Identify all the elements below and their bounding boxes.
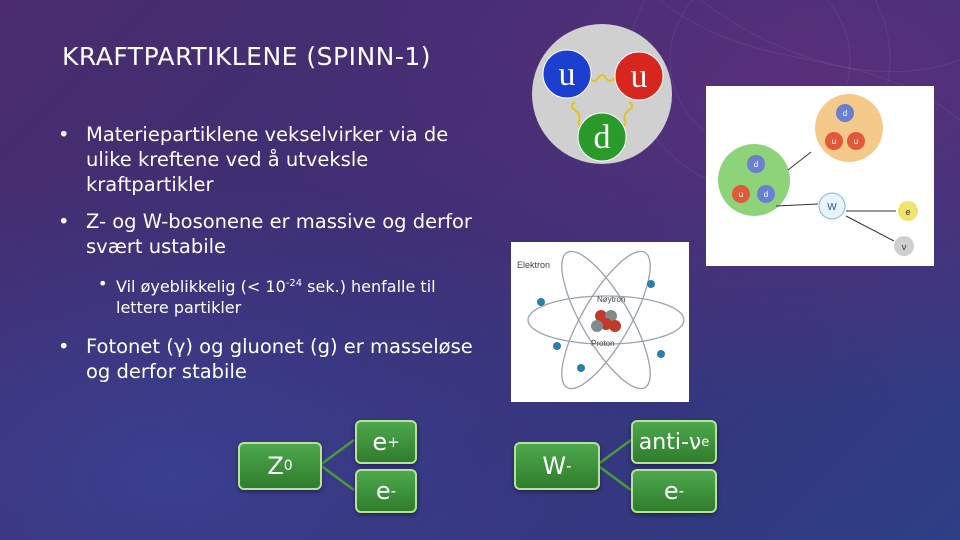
positron-box bbox=[355, 420, 417, 464]
quark-u-label: u bbox=[558, 56, 576, 93]
electron-box bbox=[355, 469, 417, 513]
positron-charge: + bbox=[387, 433, 400, 451]
electron-charge: - bbox=[678, 482, 685, 500]
w-boson-label: W bbox=[827, 202, 837, 213]
w-boson-label: W bbox=[542, 452, 567, 480]
z-boson-charge: 0 bbox=[283, 458, 293, 474]
bullet-text: Z- og W-bosonene er massive og derfor svært ustabile bbox=[86, 210, 472, 258]
proton-caption: Proton bbox=[591, 339, 615, 348]
antineutrino-box bbox=[631, 420, 717, 464]
electron-caption: Elektron bbox=[517, 260, 551, 270]
electron-label: e bbox=[663, 477, 679, 505]
lepton-label: ν bbox=[901, 242, 907, 252]
quark-label: d bbox=[842, 109, 848, 118]
neutron-caption: Nøytron bbox=[597, 295, 626, 304]
quark-label: d bbox=[753, 160, 759, 169]
quark-label: u bbox=[831, 137, 837, 146]
electron-label: e bbox=[375, 477, 391, 505]
quark-label: d bbox=[763, 190, 769, 199]
slide-title: KRAFTPARTIKLENE (SPINN-1) bbox=[62, 42, 432, 71]
quark-label: u bbox=[853, 137, 859, 146]
bullet-text: Vil øyeblikkelig (< 10 bbox=[116, 277, 286, 296]
z-boson-label: Z bbox=[267, 452, 284, 480]
beta-decay-image bbox=[706, 86, 934, 266]
electron-box bbox=[631, 469, 717, 513]
antineutrino-label: anti-ν bbox=[638, 429, 702, 455]
bullet-text: Materiepartiklene vekselvirker via de ulike kreftene ved å utveksle kraftpartikler bbox=[86, 123, 449, 196]
atom-diagram bbox=[511, 242, 689, 402]
beta-decay-diagram bbox=[706, 86, 934, 266]
lepton-label: e bbox=[905, 207, 911, 217]
w-boson-charge: - bbox=[566, 457, 572, 475]
exponent: -24 bbox=[285, 278, 303, 289]
quark-u-label: u bbox=[630, 58, 648, 95]
electron-charge: - bbox=[390, 482, 397, 500]
w-boson-box bbox=[514, 442, 600, 490]
quark-d-label: d bbox=[593, 119, 611, 156]
bullet-text: Fotonet (γ) og gluonet (g) er masseløse og derfor stabile bbox=[86, 335, 473, 383]
bullet-text: sek.) henfalle til lettere partikler bbox=[116, 277, 436, 317]
atom-image bbox=[511, 242, 689, 402]
z-boson-box bbox=[238, 442, 322, 490]
proton-quark-image bbox=[525, 22, 680, 167]
antineutrino-flavor: e bbox=[701, 434, 710, 450]
positron-label: e bbox=[372, 428, 388, 456]
quark-label: u bbox=[738, 190, 744, 199]
